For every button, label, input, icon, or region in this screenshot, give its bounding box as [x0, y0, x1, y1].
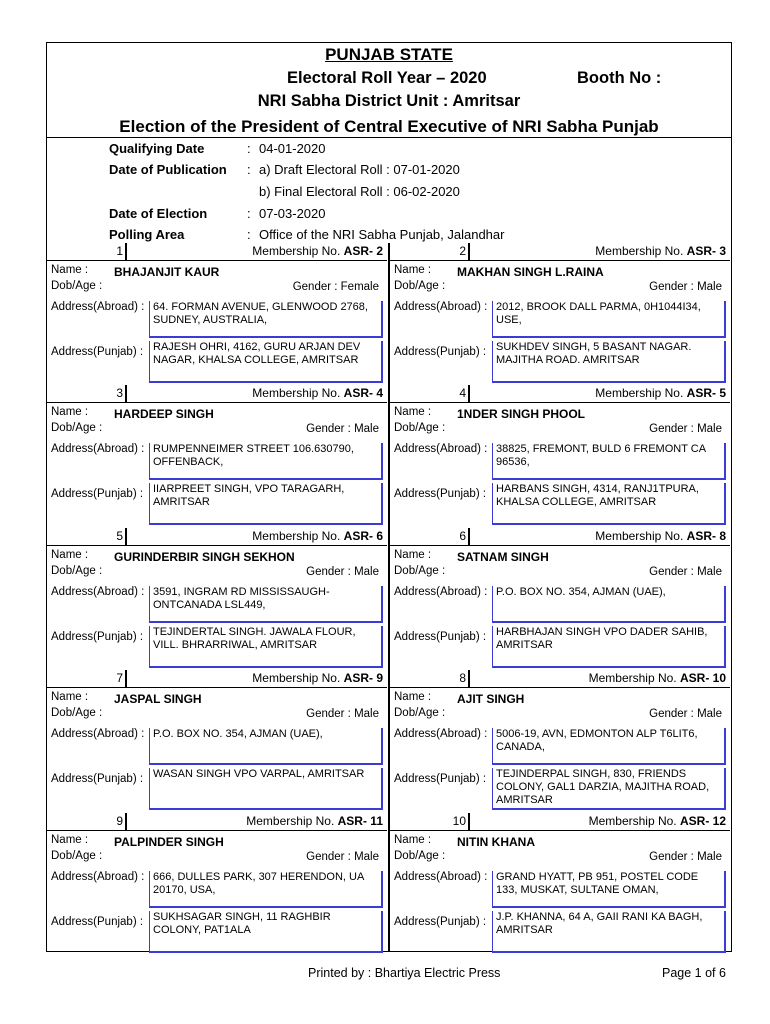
gender: Gender : Male [306, 565, 379, 578]
membership-value: ASR- 8 [686, 528, 726, 543]
name-label: Name : [394, 548, 432, 561]
serial-number: 10 [452, 813, 466, 828]
serial-number: 8 [459, 671, 466, 686]
serial-number: 4 [459, 386, 466, 401]
address-punjab-label: Address(Punjab) : [51, 773, 144, 786]
membership-value: ASR- 6 [343, 528, 383, 543]
card-header [47, 385, 387, 403]
dob-label: Dob/Age : [51, 707, 103, 720]
membership-label: Membership No. [588, 813, 677, 828]
colon: : [247, 227, 251, 242]
serial-divider [468, 528, 470, 545]
serial-divider [468, 813, 470, 830]
dob-label: Dob/Age : [394, 707, 446, 720]
address-abroad: RUMPENNEIMER STREET 106.630790, OFFENBACK, [149, 443, 383, 480]
address-abroad-label: Address(Abroad) : [51, 301, 145, 313]
state-title: PUNJAB STATE [325, 45, 453, 64]
address-punjab: HARBHAJAN SINGH VPO DADER SAHIB, AMRITSAR [492, 626, 726, 668]
qualifying-date-value: 04-01-2020 [259, 141, 326, 156]
dob-label: Dob/Age : [394, 849, 446, 862]
address-abroad: 3591, INGRAM RD MISSISSAUGH-ONTCANADA LSL449, [149, 586, 383, 623]
final-roll-date: b) Final Electoral Roll : 06-02-2020 [259, 184, 460, 199]
membership-number [252, 386, 383, 400]
address-abroad: 5006-19, AVN, EDMONTON ALP T6LIT6, CANADA, [492, 728, 726, 765]
address-abroad-label: Address(Abroad) : [394, 585, 488, 598]
election-date-value: 07-03-2020 [259, 206, 326, 221]
membership-number [595, 386, 726, 400]
page-number: Page 1 of 6 [662, 966, 726, 980]
voter-card [47, 385, 387, 527]
address-punjab: IIARPREET SINGH, VPO TARAGARH, AMRITSAR [149, 483, 383, 525]
dob-label: Dob/Age : [394, 422, 446, 435]
name-label: Name : [394, 406, 432, 419]
address-abroad-label: Address(Abroad) : [394, 443, 488, 456]
membership-number [252, 529, 383, 543]
address-abroad: 64. FORMAN AVENUE, GLENWOOD 2768, SUDNEY, AUSTRALIA, [149, 301, 383, 338]
voter-name: GURINDERBIR SINGH SEKHON [114, 549, 295, 564]
colon: : [247, 206, 251, 221]
qualifying-date-label: Qualifying Date [109, 141, 205, 156]
address-abroad: 2012, BROOK DALL PARMA, 0H1044I34, USE, [492, 301, 726, 338]
gender: Gender : Male [649, 281, 722, 293]
serial-divider [125, 528, 127, 545]
membership-value: ASR- 12 [679, 813, 726, 828]
address-punjab-label: Address(Punjab) : [51, 346, 144, 358]
membership-label: Membership No. [246, 813, 335, 828]
voter-name: JASPAL SINGH [114, 692, 202, 707]
voter-card [47, 813, 387, 955]
membership-label: Membership No. [252, 386, 341, 401]
address-punjab-label: Address(Punjab) : [394, 773, 487, 786]
serial-number: 7 [116, 671, 123, 686]
membership-label: Membership No. [252, 671, 341, 686]
serial-divider [125, 813, 127, 830]
name-label: Name : [51, 833, 89, 846]
membership-label: Membership No. [588, 671, 677, 686]
polling-area-label: Polling Area [109, 227, 185, 242]
membership-value: ASR- 10 [679, 671, 726, 686]
serial-divider [125, 385, 127, 402]
dob-label: Dob/Age : [394, 564, 446, 577]
name-label: Name : [51, 264, 89, 276]
voter-card [390, 385, 730, 527]
serial-number: 3 [116, 386, 123, 401]
voter-name: MAKHAN SINGH L.RAINA [457, 265, 604, 279]
serial-number: 1 [116, 244, 123, 258]
address-abroad-label: Address(Abroad) : [51, 728, 145, 741]
address-abroad-label: Address(Abroad) : [51, 443, 145, 456]
address-punjab: TEJINDERTAL SINGH. JAWALA FLOUR, VILL. BHRARRIWAL, AMRITSAR [149, 626, 383, 668]
serial-divider [125, 670, 127, 687]
address-abroad-label: Address(Abroad) : [394, 301, 488, 313]
roll-header [47, 43, 731, 138]
name-label: Name : [51, 691, 89, 704]
dob-label: Dob/Age : [51, 564, 103, 577]
name-label: Name : [51, 406, 89, 419]
card-header [390, 813, 730, 831]
voter-card [390, 243, 730, 385]
dob-label: Dob/Age : [51, 849, 103, 862]
booth-number: Booth No : [577, 69, 662, 87]
gender: Gender : Male [649, 565, 722, 578]
membership-label: Membership No. [595, 528, 684, 543]
voter-name: SATNAM SINGH [457, 549, 549, 564]
voter-card [47, 528, 387, 670]
membership-number [595, 529, 726, 543]
membership-label: Membership No. [252, 528, 341, 543]
address-abroad: GRAND HYATT, PB 951, POSTEL CODE 133, MUSKAT, SULTANE OMAN, [492, 871, 726, 908]
card-header [47, 243, 387, 261]
voter-name: 1NDER SINGH PHOOL [457, 407, 586, 422]
address-punjab: HARBANS SINGH, 4314, RANJ1TPURA, KHALSA COLLEGE, AMRITSAR [492, 483, 726, 525]
card-header [390, 243, 730, 261]
name-label: Name : [394, 833, 432, 846]
membership-number [589, 814, 726, 828]
address-punjab-label: Address(Punjab) : [394, 630, 487, 643]
address-punjab-label: Address(Punjab) : [394, 346, 487, 358]
name-label: Name : [394, 691, 432, 704]
address-abroad-label: Address(Abroad) : [51, 585, 145, 598]
serial-number: 2 [459, 244, 466, 258]
colon: : [247, 162, 251, 177]
card-header [47, 670, 387, 688]
gender: Gender : Male [649, 708, 722, 721]
card-header [390, 385, 730, 403]
address-punjab: WASAN SINGH VPO VARPAL, AMRITSAR [149, 768, 383, 810]
serial-divider [125, 243, 127, 260]
card-header [47, 528, 387, 546]
address-punjab-label: Address(Punjab) : [51, 630, 144, 643]
header-divider [47, 137, 731, 138]
gender: Gender : Male [306, 423, 379, 436]
address-abroad: P.O. BOX NO. 354, AJMAN (UAE), [149, 728, 383, 765]
address-punjab-label: Address(Punjab) : [394, 915, 487, 928]
colon: : [247, 141, 251, 156]
membership-label: Membership No. [252, 244, 341, 258]
membership-value: ASR- 4 [343, 386, 383, 401]
address-abroad-label: Address(Abroad) : [394, 728, 488, 741]
voter-name: AJIT SINGH [457, 692, 525, 707]
gender: Gender : Male [306, 850, 379, 863]
address-abroad: 666, DULLES PARK, 307 HERENDON, UA 20170, USA, [149, 871, 383, 908]
membership-value: ASR- 11 [337, 813, 383, 828]
voter-card [390, 670, 730, 812]
address-abroad-label: Address(Abroad) : [51, 870, 145, 883]
election-title: Election of the President of Central Executive of NRI Sabha Punjab [119, 117, 659, 136]
serial-divider [468, 243, 470, 260]
address-punjab-label: Address(Punjab) : [51, 915, 144, 928]
voter-card [47, 243, 387, 385]
membership-number [252, 244, 383, 258]
address-punjab-label: Address(Punjab) : [394, 488, 487, 501]
address-punjab: SUKHSAGAR SINGH, 11 RAGHBIR COLONY, PAT1ALA [149, 911, 383, 953]
membership-label: Membership No. [595, 244, 684, 258]
membership-value: ASR- 2 [343, 244, 383, 258]
voter-name: PALPINDER SINGH [114, 834, 224, 849]
address-punjab: TEJINDERPAL SINGH, 830, FRIENDS COLONY, GAL1 DARZIA, MAJITHA ROAD, AMRITSAR [492, 768, 726, 810]
membership-label: Membership No. [595, 386, 684, 401]
membership-number [252, 671, 383, 685]
card-header [390, 528, 730, 546]
address-abroad-label: Address(Abroad) : [394, 870, 488, 883]
address-punjab: SUKHDEV SINGH, 5 BASANT NAGAR. MAJITHA ROAD. AMRITSAR [492, 341, 726, 383]
card-header [47, 813, 387, 831]
dob-label: Dob/Age : [51, 280, 103, 292]
district-unit: NRI Sabha District Unit : Amritsar [257, 92, 521, 110]
address-punjab: J.P. KHANNA, 64 A, GAII RANI KA BAGH, AMRITSAR [492, 911, 726, 953]
membership-number [589, 671, 726, 685]
polling-area-value: Office of the NRI Sabha Punjab, Jalandhar [259, 227, 505, 242]
membership-number [246, 814, 383, 828]
voter-card [390, 813, 730, 955]
serial-number: 5 [116, 528, 123, 543]
voter-card [47, 670, 387, 812]
name-label: Name : [51, 548, 89, 561]
gender: Gender : Male [306, 708, 379, 721]
serial-number: 9 [116, 813, 123, 828]
dob-label: Dob/Age : [394, 280, 446, 292]
address-abroad: P.O. BOX NO. 354, AJMAN (UAE), [492, 586, 726, 623]
gender: Gender : Female [292, 281, 379, 293]
draft-roll-date: a) Draft Electoral Roll : 07-01-2020 [259, 162, 460, 177]
serial-divider [468, 385, 470, 402]
membership-value: ASR- 5 [686, 386, 726, 401]
membership-value: ASR- 3 [686, 244, 726, 258]
gender: Gender : Male [649, 423, 722, 436]
voter-name: HARDEEP SINGH [114, 407, 214, 422]
electoral-roll-page [46, 42, 732, 952]
publication-date-label: Date of Publication [109, 162, 227, 177]
column-divider [388, 243, 390, 952]
election-date-label: Date of Election [109, 206, 208, 221]
serial-number: 6 [459, 528, 466, 543]
gender: Gender : Male [649, 850, 722, 863]
card-header [390, 670, 730, 688]
serial-divider [468, 670, 470, 687]
membership-number [595, 244, 726, 258]
dob-label: Dob/Age : [51, 422, 103, 435]
voter-card [390, 528, 730, 670]
membership-value: ASR- 9 [343, 671, 383, 686]
address-punjab: RAJESH OHRI, 4162, GURU ARJAN DEV NAGAR, KHALSA COLLEGE, AMRITSAR [149, 341, 383, 383]
name-label: Name : [394, 264, 432, 276]
address-punjab-label: Address(Punjab) : [51, 488, 144, 501]
address-abroad: 38825, FREMONT, BULD 6 FREMONT CA 96536, [492, 443, 726, 480]
voter-name: NITIN KHANA [457, 834, 535, 849]
roll-year: Electoral Roll Year – 2020 [287, 69, 487, 87]
printed-by: Printed by : Bhartiya Electric Press [308, 966, 501, 980]
voter-name: BHAJANJIT KAUR [114, 265, 220, 279]
